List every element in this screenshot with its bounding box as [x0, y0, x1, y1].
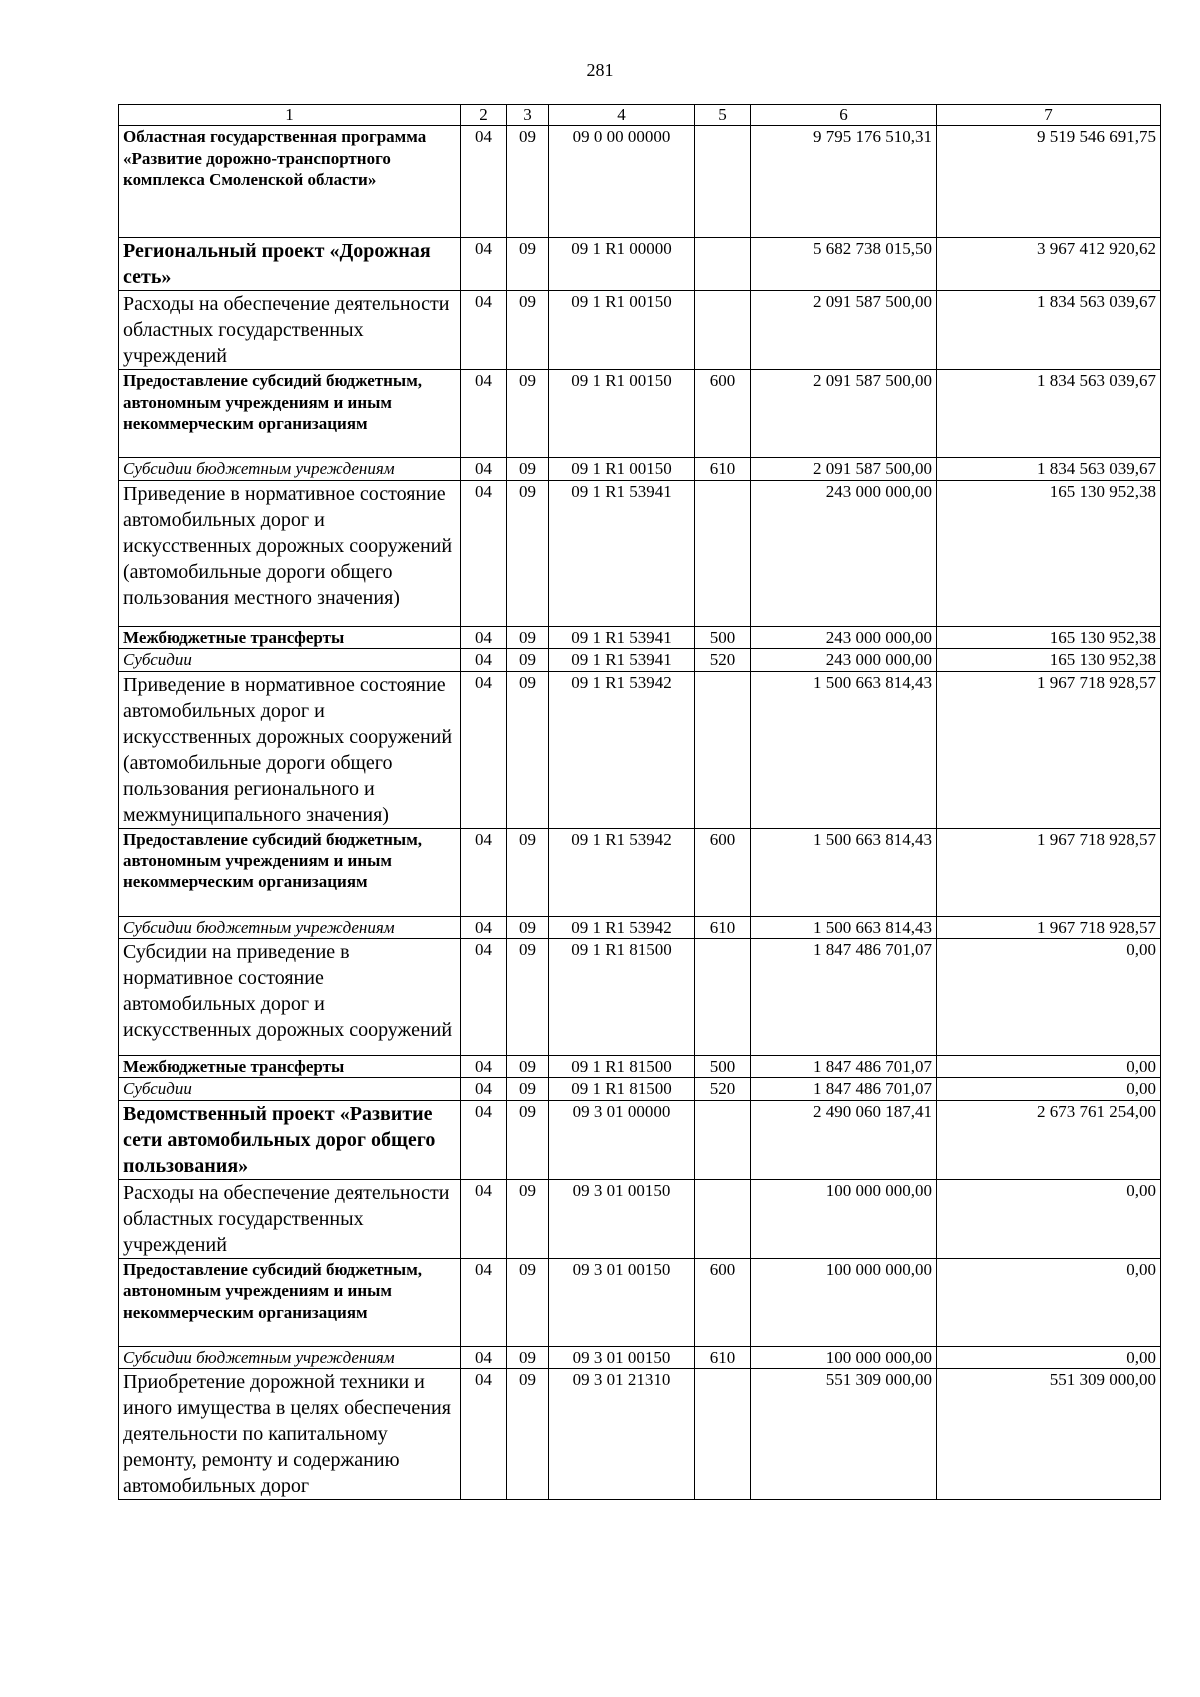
table-row	[119, 1056, 1161, 1078]
row-subsection: 09	[507, 939, 549, 1056]
col-header-5: 5	[695, 105, 751, 126]
row-subsection: 09	[507, 1258, 549, 1346]
row-amount-1: 2 091 587 500,00	[751, 370, 937, 458]
row-target-code: 09 1 R1 53941	[549, 649, 695, 671]
row-section: 04	[461, 291, 507, 370]
row-target-code: 09 0 00 00000	[549, 126, 695, 238]
row-amount-1: 100 000 000,00	[751, 1258, 937, 1346]
row-subsection: 09	[507, 649, 549, 671]
row-amount-2: 165 130 952,38	[937, 626, 1161, 648]
row-subsection: 09	[507, 626, 549, 648]
col-header-4: 4	[549, 105, 695, 126]
row-section: 04	[461, 480, 507, 626]
row-expense-type: 600	[695, 828, 751, 916]
page-number: 281	[586, 60, 614, 80]
row-name: Предоставление субсидий бюджетным, автономным учреждениям и иным некоммерческим организациям	[119, 370, 461, 458]
row-name: Субсидии бюджетным учреждениям	[119, 916, 461, 938]
header-row	[119, 105, 1161, 126]
row-target-code: 09 3 01 21310	[549, 1369, 695, 1500]
table-row	[119, 1369, 1161, 1500]
row-amount-2: 551 309 000,00	[937, 1369, 1161, 1500]
row-amount-1: 100 000 000,00	[751, 1346, 937, 1368]
row-expense-type: 500	[695, 1056, 751, 1078]
col-header-3: 3	[507, 105, 549, 126]
row-name: Приобретение дорожной техники и иного имущества в целях обеспечения деятельности по капитальному ремонту, ремонту и содержанию автомобильных дорог	[119, 1369, 461, 1500]
row-amount-1: 243 000 000,00	[751, 480, 937, 626]
row-name: Предоставление субсидий бюджетным, автономным учреждениям и иным некоммерческим организациям	[119, 828, 461, 916]
col-header-6: 6	[751, 105, 937, 126]
row-name: Субсидии	[119, 649, 461, 671]
row-name: Расходы на обеспечение деятельности областных государственных учреждений	[119, 291, 461, 370]
row-subsection: 09	[507, 1179, 549, 1258]
row-expense-type: 610	[695, 458, 751, 480]
row-amount-2: 3 967 412 920,62	[937, 238, 1161, 291]
row-name: Субсидии бюджетным учреждениям	[119, 1346, 461, 1368]
row-expense-type	[695, 939, 751, 1056]
table-row	[119, 1078, 1161, 1100]
row-section: 04	[461, 1078, 507, 1100]
row-section: 04	[461, 916, 507, 938]
row-section: 04	[461, 126, 507, 238]
row-name: Региональный проект «Дорожная сеть»	[119, 238, 461, 291]
row-amount-2: 0,00	[937, 939, 1161, 1056]
row-amount-2: 1 967 718 928,57	[937, 916, 1161, 938]
row-name: Расходы на обеспечение деятельности областных государственных учреждений	[119, 1179, 461, 1258]
row-subsection: 09	[507, 370, 549, 458]
row-section: 04	[461, 1369, 507, 1500]
col-header-2: 2	[461, 105, 507, 126]
row-section: 04	[461, 1056, 507, 1078]
row-target-code: 09 3 01 00000	[549, 1100, 695, 1179]
row-target-code: 09 1 R1 00150	[549, 291, 695, 370]
table-row	[119, 916, 1161, 938]
row-name: Областная государственная программа «Развитие дорожно-транспортного комплекса Смоленской области»	[119, 126, 461, 238]
budget-table	[118, 104, 1161, 1500]
row-target-code: 09 1 R1 81500	[549, 1056, 695, 1078]
row-amount-2: 9 519 546 691,75	[937, 126, 1161, 238]
row-target-code: 09 3 01 00150	[549, 1346, 695, 1368]
table-row	[119, 370, 1161, 458]
table-row	[119, 626, 1161, 648]
row-subsection: 09	[507, 1100, 549, 1179]
row-amount-1: 1 847 486 701,07	[751, 939, 937, 1056]
col-header-7: 7	[937, 105, 1161, 126]
row-amount-2: 0,00	[937, 1078, 1161, 1100]
row-amount-1: 1 847 486 701,07	[751, 1078, 937, 1100]
row-expense-type	[695, 671, 751, 828]
row-amount-1: 2 490 060 187,41	[751, 1100, 937, 1179]
col-header-1: 1	[119, 105, 461, 126]
row-target-code: 09 1 R1 53941	[549, 626, 695, 648]
row-section: 04	[461, 1258, 507, 1346]
row-amount-1: 1 500 663 814,43	[751, 671, 937, 828]
table-row	[119, 1346, 1161, 1368]
row-subsection: 09	[507, 1056, 549, 1078]
row-expense-type	[695, 1179, 751, 1258]
row-section: 04	[461, 1100, 507, 1179]
row-target-code: 09 1 R1 00000	[549, 238, 695, 291]
row-name: Приведение в нормативное состояние автомобильных дорог и искусственных дорожных сооружений (автомобильные дороги общего пользования местного значения)	[119, 480, 461, 626]
row-subsection: 09	[507, 458, 549, 480]
row-section: 04	[461, 828, 507, 916]
row-amount-1: 1 500 663 814,43	[751, 916, 937, 938]
row-expense-type	[695, 1369, 751, 1500]
row-name: Ведомственный проект «Развитие сети автомобильных дорог общего пользования»	[119, 1100, 461, 1179]
row-expense-type: 520	[695, 649, 751, 671]
table-row	[119, 671, 1161, 828]
row-amount-1: 1 500 663 814,43	[751, 828, 937, 916]
row-name: Приведение в нормативное состояние автомобильных дорог и искусственных дорожных сооружений (автомобильные дороги общего пользования регионального и межмуниципального значения)	[119, 671, 461, 828]
row-target-code: 09 1 R1 81500	[549, 1078, 695, 1100]
row-amount-1: 1 847 486 701,07	[751, 1056, 937, 1078]
row-name: Межбюджетные трансферты	[119, 626, 461, 648]
table-row	[119, 1258, 1161, 1346]
row-section: 04	[461, 1346, 507, 1368]
table-row	[119, 1100, 1161, 1179]
table-row	[119, 828, 1161, 916]
row-name: Предоставление субсидий бюджетным, автономным учреждениям и иным некоммерческим организациям	[119, 1258, 461, 1346]
row-subsection: 09	[507, 238, 549, 291]
row-section: 04	[461, 458, 507, 480]
row-amount-2: 1 967 718 928,57	[937, 828, 1161, 916]
table-row	[119, 1179, 1161, 1258]
row-amount-1: 2 091 587 500,00	[751, 291, 937, 370]
row-amount-2: 165 130 952,38	[937, 480, 1161, 626]
row-section: 04	[461, 238, 507, 291]
row-name: Субсидии	[119, 1078, 461, 1100]
row-expense-type	[695, 238, 751, 291]
table-row	[119, 939, 1161, 1056]
row-subsection: 09	[507, 1346, 549, 1368]
row-amount-2: 1 967 718 928,57	[937, 671, 1161, 828]
row-name: Субсидии бюджетным учреждениям	[119, 458, 461, 480]
row-amount-2: 0,00	[937, 1346, 1161, 1368]
row-subsection: 09	[507, 1369, 549, 1500]
row-expense-type: 610	[695, 1346, 751, 1368]
row-subsection: 09	[507, 291, 549, 370]
row-target-code: 09 3 01 00150	[549, 1258, 695, 1346]
row-section: 04	[461, 370, 507, 458]
row-amount-1: 243 000 000,00	[751, 649, 937, 671]
row-section: 04	[461, 939, 507, 1056]
table-row	[119, 291, 1161, 370]
row-target-code: 09 1 R1 00150	[549, 458, 695, 480]
row-subsection: 09	[507, 1078, 549, 1100]
row-amount-1: 243 000 000,00	[751, 626, 937, 648]
row-amount-2: 1 834 563 039,67	[937, 291, 1161, 370]
table-row	[119, 126, 1161, 238]
row-amount-2: 2 673 761 254,00	[937, 1100, 1161, 1179]
row-expense-type: 610	[695, 916, 751, 938]
row-amount-2: 1 834 563 039,67	[937, 458, 1161, 480]
row-amount-2: 0,00	[937, 1056, 1161, 1078]
row-target-code: 09 1 R1 81500	[549, 939, 695, 1056]
row-target-code: 09 1 R1 53942	[549, 916, 695, 938]
row-amount-1: 2 091 587 500,00	[751, 458, 937, 480]
row-expense-type: 600	[695, 1258, 751, 1346]
row-section: 04	[461, 671, 507, 828]
row-expense-type	[695, 1100, 751, 1179]
row-subsection: 09	[507, 126, 549, 238]
row-subsection: 09	[507, 671, 549, 828]
row-target-code: 09 1 R1 53942	[549, 671, 695, 828]
table-row	[119, 238, 1161, 291]
row-amount-2: 1 834 563 039,67	[937, 370, 1161, 458]
row-target-code: 09 1 R1 53942	[549, 828, 695, 916]
row-section: 04	[461, 1179, 507, 1258]
row-amount-2: 0,00	[937, 1179, 1161, 1258]
row-target-code: 09 1 R1 53941	[549, 480, 695, 626]
row-expense-type	[695, 480, 751, 626]
row-subsection: 09	[507, 480, 549, 626]
row-expense-type: 520	[695, 1078, 751, 1100]
row-section: 04	[461, 626, 507, 648]
row-expense-type: 500	[695, 626, 751, 648]
table-row	[119, 649, 1161, 671]
row-target-code: 09 1 R1 00150	[549, 370, 695, 458]
row-amount-1: 9 795 176 510,31	[751, 126, 937, 238]
row-name: Субсидии на приведение в нормативное состояние автомобильных дорог и искусственных дорожных сооружений	[119, 939, 461, 1056]
row-amount-1: 5 682 738 015,50	[751, 238, 937, 291]
row-expense-type: 600	[695, 370, 751, 458]
row-amount-2: 0,00	[937, 1258, 1161, 1346]
row-section: 04	[461, 649, 507, 671]
row-subsection: 09	[507, 916, 549, 938]
table-row	[119, 458, 1161, 480]
table-row	[119, 480, 1161, 626]
row-expense-type	[695, 126, 751, 238]
row-amount-1: 100 000 000,00	[751, 1179, 937, 1258]
row-subsection: 09	[507, 828, 549, 916]
row-amount-2: 165 130 952,38	[937, 649, 1161, 671]
row-name: Межбюджетные трансферты	[119, 1056, 461, 1078]
row-target-code: 09 3 01 00150	[549, 1179, 695, 1258]
row-expense-type	[695, 291, 751, 370]
row-amount-1: 551 309 000,00	[751, 1369, 937, 1500]
